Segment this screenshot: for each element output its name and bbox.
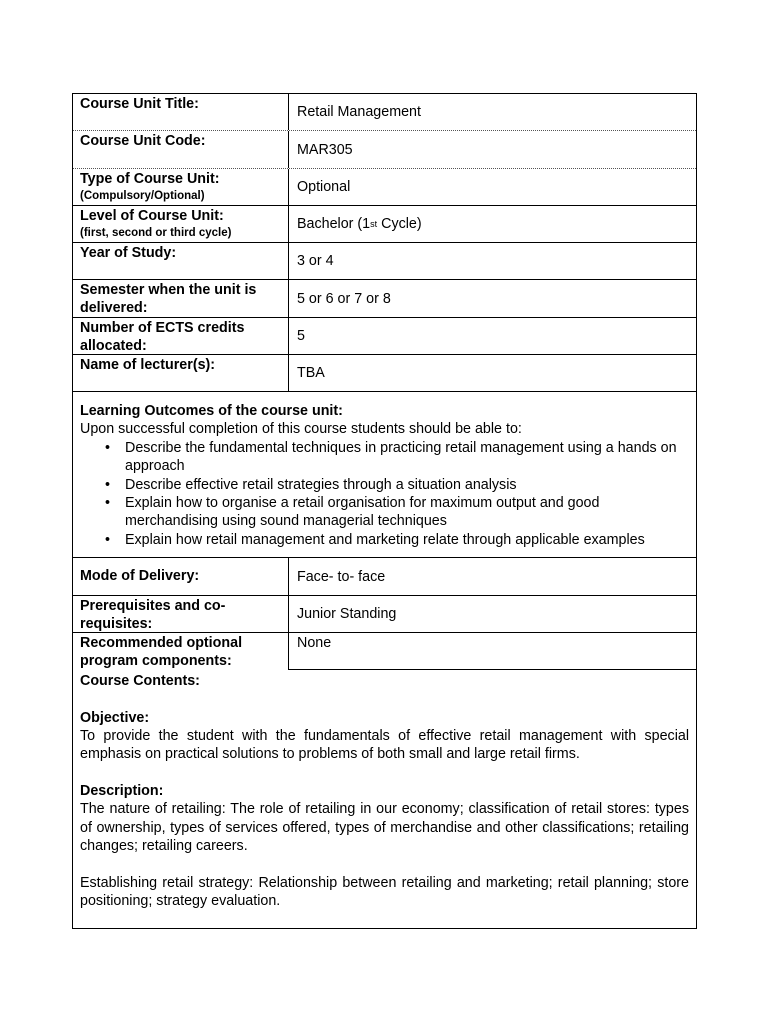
label-course-title: Course Unit Title: <box>73 94 289 130</box>
value-course-level-post: Cycle) <box>377 216 422 232</box>
value-recommended-components: None <box>289 633 696 670</box>
row-semester <box>73 280 696 318</box>
label-lecturer: Name of lecturer(s): <box>73 355 289 391</box>
label-mode-of-delivery: Mode of Delivery: <box>73 558 289 595</box>
value-course-level-pre: Bachelor (1 <box>297 216 371 232</box>
label-course-type-main: Type of Course Unit: <box>80 171 220 187</box>
label-course-type <box>73 169 289 205</box>
value-year-of-study: 3 or 4 <box>297 253 334 269</box>
list-item: • Explain how retail management and marketing relate through applicable examples <box>125 531 689 549</box>
description-heading: Description: <box>80 782 164 799</box>
row-prerequisites <box>73 596 696 633</box>
label-recommended-components: Recommended optional program components: <box>73 633 289 670</box>
label-year-of-study: Year of Study: <box>73 243 289 279</box>
row-course-type <box>73 169 696 206</box>
course-unit-table <box>72 93 697 929</box>
value-course-code: MAR305 <box>297 141 353 158</box>
label-course-level-main: Level of Course Unit: <box>80 208 224 224</box>
value-ects: 5 <box>297 328 305 344</box>
value-mode-of-delivery: Face- to- face <box>297 568 386 585</box>
course-contents-heading: Course Contents: <box>80 673 200 690</box>
learning-outcomes-heading: Learning Outcomes of the course unit: <box>80 403 343 419</box>
value-prerequisites: Junior Standing <box>297 606 397 623</box>
value-course-level: Bachelor (1 st Cycle) <box>297 216 422 232</box>
objective-heading: Objective: <box>80 709 150 726</box>
value-course-title: Retail Management <box>297 104 421 120</box>
list-item: • Explain how to organise a retail organisation for maximum output and good merchandising using sound managerial techniques <box>125 494 689 531</box>
row-course-title <box>73 94 696 131</box>
row-ects <box>73 318 696 355</box>
row-mode-of-delivery <box>73 558 696 596</box>
row-recommended-components <box>73 633 696 670</box>
row-year-of-study <box>73 243 696 280</box>
row-lecturer <box>73 355 696 392</box>
label-semester: Semester when the unit is delivered: <box>73 280 289 317</box>
label-course-level <box>73 206 289 242</box>
label-prerequisites: Prerequisites and co-requisites: <box>73 596 289 632</box>
label-course-type-sub: (Compulsory/Optional) <box>80 189 205 202</box>
row-course-code <box>73 131 696 169</box>
objective-text: To provide the student with the fundamentals of effective retail management with special emphasis on practical solutions to problems of both small and large retail firms. <box>80 728 689 763</box>
learning-outcomes-section <box>73 392 696 558</box>
value-semester: 5 or 6 or 7 or 8 <box>297 290 391 307</box>
description-paragraph-2: Establishing retail strategy: Relationship between retailing and marketing; retail planning; store positioning; strategy evaluation. <box>80 874 689 909</box>
value-course-type: Optional <box>297 179 351 195</box>
label-course-level-sub: (first, second or third cycle) <box>80 226 232 239</box>
label-course-code: Course Unit Code: <box>73 131 289 168</box>
row-course-level <box>73 206 696 243</box>
description-paragraph-1: The nature of retailing: The role of retailing in our economy; classification of retail stores: types of ownership, types of services offered, types of merchandise and other classifications; retailing changes; retailing careers. <box>80 801 689 855</box>
value-lecturer: TBA <box>297 365 325 381</box>
list-item: • Describe effective retail strategies through a situation analysis <box>125 476 689 494</box>
learning-outcomes-intro: Upon successful completion of this course students should be able to: <box>80 421 522 438</box>
label-ects: Number of ECTS credits allocated: <box>73 318 289 354</box>
learning-outcomes-list <box>80 439 689 549</box>
course-contents-section <box>73 670 696 928</box>
list-item: • Describe the fundamental techniques in practicing retail management using a hands on approach <box>125 439 689 476</box>
